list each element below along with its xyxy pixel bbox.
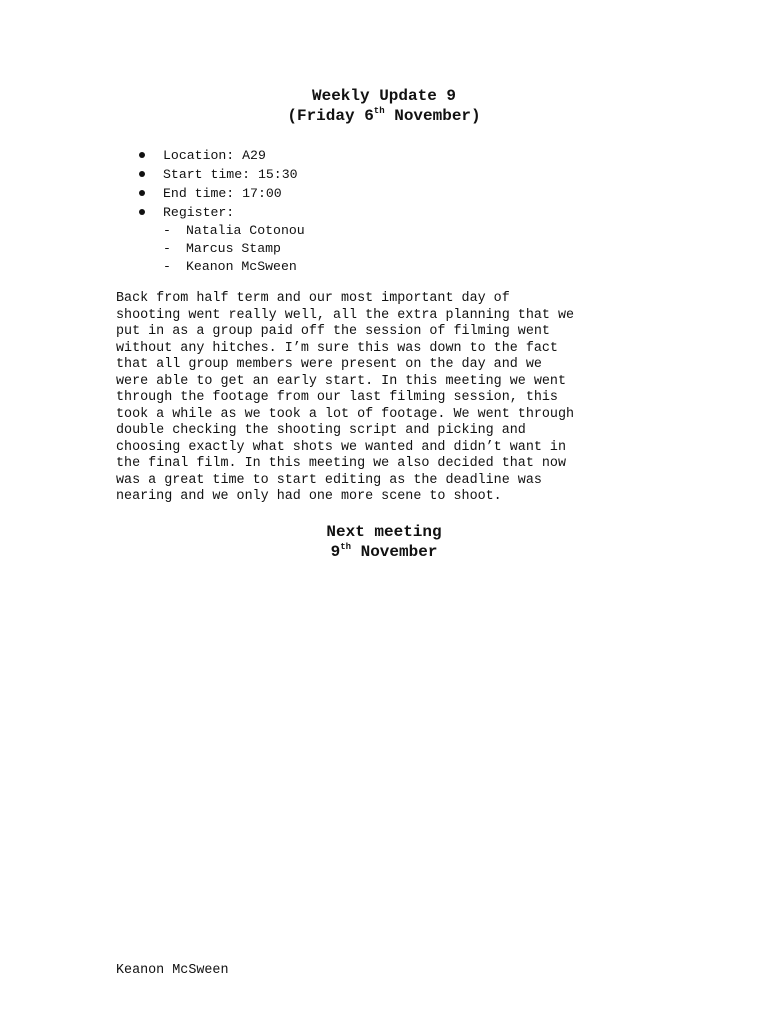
next-meeting-heading: Next meeting — [326, 523, 442, 541]
meeting-details-list — [137, 146, 305, 276]
end-time-text: End time: 17:00 — [163, 186, 282, 201]
date-ordinal: th — [373, 105, 385, 116]
next-date-suffix: November — [351, 543, 438, 561]
register-member — [163, 222, 305, 240]
next-meeting-date — [0, 542, 768, 562]
paragraph-line: shooting went really well, all the extra planning that we — [116, 307, 575, 323]
paragraph-line: through the footage from our last filming session, this — [116, 390, 558, 405]
bullet-icon — [139, 209, 145, 215]
next-date-prefix: 9 — [330, 543, 341, 561]
paragraph-line: were able to get an early start. In this meeting we went — [116, 373, 566, 389]
date-suffix: November) — [384, 107, 481, 125]
bullet-icon — [139, 190, 145, 196]
paragraph-line: double checking the shooting script and picking and — [116, 423, 526, 438]
location-text: Location: A29 — [163, 148, 266, 163]
dash-icon: - — [163, 259, 171, 274]
member-name: Marcus Stamp — [186, 241, 281, 256]
location-item — [137, 146, 305, 165]
next-date-ordinal: th — [340, 541, 351, 552]
date-prefix: (Friday 6 — [287, 107, 374, 125]
paragraph-line: took a while as we took a lot of footage. We went through — [116, 406, 575, 422]
paragraph-line: nearing and we only had one more scene to shoot. — [116, 489, 502, 504]
document-date — [0, 106, 768, 126]
register-label: Register: — [163, 205, 235, 220]
register-list — [163, 222, 305, 276]
paragraph-line: Back from half term and our most important day of — [116, 291, 510, 306]
paragraph-line: that all group members were present on the day and we — [116, 357, 542, 372]
bullet-icon — [139, 152, 145, 158]
paragraph-line: was a great time to start editing as the deadline was — [116, 472, 542, 488]
document-title: Weekly Update 9 — [311, 87, 457, 105]
member-name: Keanon McSween — [186, 259, 297, 274]
paragraph-line: choosing exactly what shots we wanted and didn’t want in — [116, 439, 566, 455]
register-item — [137, 203, 305, 276]
end-time-item — [137, 184, 305, 203]
dash-icon: - — [163, 223, 171, 238]
register-member — [163, 240, 305, 258]
paragraph-line: put in as a group paid off the session of filming went — [116, 324, 550, 339]
paragraph-line: the final film. In this meeting we also decided that now — [116, 456, 566, 471]
register-member — [163, 258, 305, 276]
meeting-summary-paragraph — [116, 291, 656, 506]
start-time-item — [137, 165, 305, 184]
bullet-icon — [139, 171, 145, 177]
footer-author: Keanon McSween — [116, 963, 229, 978]
dash-icon: - — [163, 241, 171, 256]
paragraph-line: without any hitches. I’m sure this was down to the fact — [116, 340, 558, 356]
member-name: Natalia Cotonou — [186, 223, 305, 238]
start-time-text: Start time: 15:30 — [163, 167, 298, 182]
